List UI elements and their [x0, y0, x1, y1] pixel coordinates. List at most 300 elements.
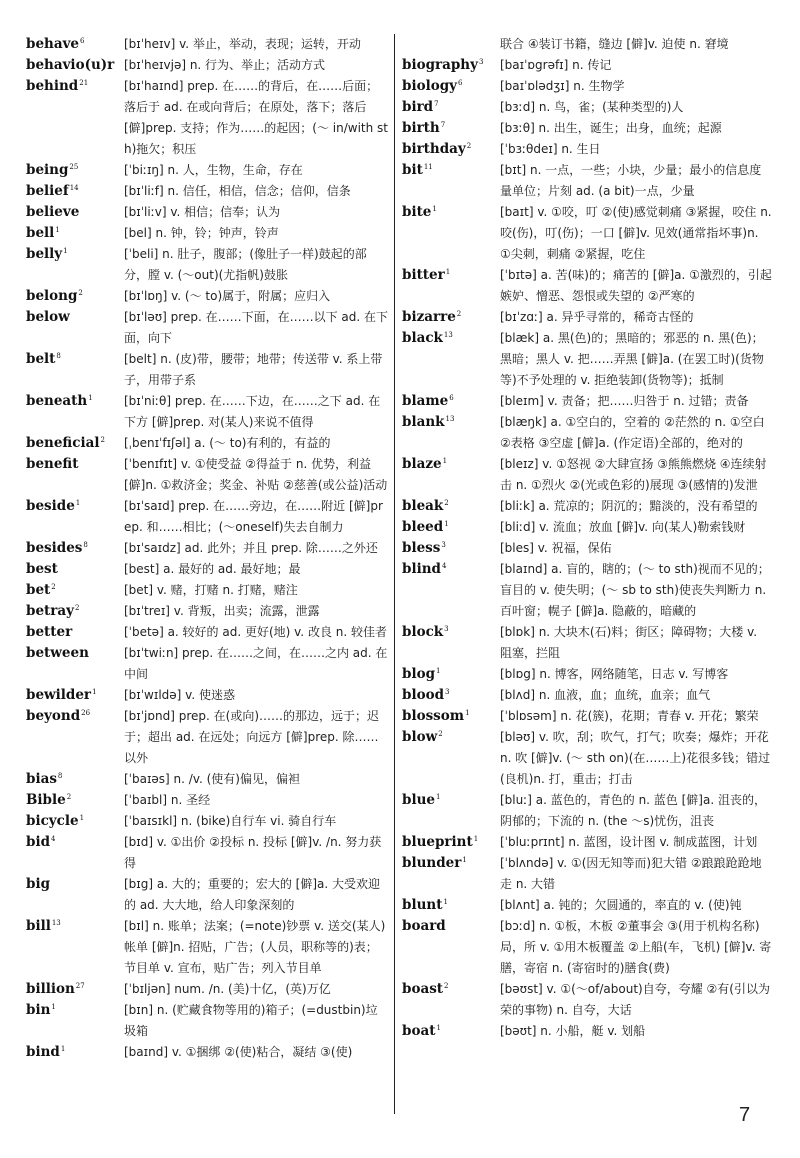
headword: [26, 34, 124, 55]
frequency-count: 1: [473, 835, 479, 843]
definition: [ˈbluːprɪnt] n. 蓝图，设计图 v. 制成蓝图，计划: [500, 835, 758, 849]
definition: [bɪˈləʊ] prep. 在……下面，在……以下 ad. 在下面，向下: [124, 310, 389, 345]
headword-text: biology: [402, 78, 457, 94]
frequency-count: 7: [440, 121, 446, 129]
dictionary-entry: [26, 349, 388, 391]
definition: [bɪˈniːθ] prep. 在……下边，在……之下 ad. 在下方 [僻]prep. 对(某人)来说不值得: [124, 394, 381, 429]
definition: [bɜːθ] n. 出生，诞生；出身，血统；起源: [500, 121, 722, 135]
headword: [26, 790, 124, 811]
column-divider: [394, 34, 395, 1114]
dictionary-entry: [402, 790, 772, 832]
dictionary-entry: [402, 1021, 772, 1042]
headword: [26, 202, 124, 223]
dictionary-entry: [26, 223, 388, 244]
headword: [26, 643, 124, 664]
definition: [bliːd] v. 流血；放血 [僻]v. 向(某人)勒索钱财: [500, 520, 746, 534]
headword-text: bid: [26, 834, 51, 850]
definition: [ˈbenɪfɪt] v. ①使受益 ②得益于 n. 优势，利益 [僻]n. ①救济金；奖金、补贴 ②慈善(或公益)活动: [124, 457, 388, 492]
frequency-count: 6: [80, 37, 85, 45]
dictionary-entry: [402, 559, 772, 622]
dictionary-entry: [26, 601, 388, 622]
dictionary-entry: [402, 622, 772, 664]
definition: [ˈbiːɪŋ] n. 人，生物，生命，存在: [124, 163, 303, 177]
definition: [bɪn] n. (贮藏食物等用的)箱子；(=dustbin)垃圾箱: [124, 1003, 378, 1038]
headword: [26, 433, 124, 454]
headword: [26, 160, 124, 181]
headword: [26, 559, 124, 580]
definition: [bliːk] a. 荒凉的；阴沉的；黯淡的，没有希望的: [500, 499, 758, 513]
headword-text: bias: [26, 771, 57, 787]
dictionary-entry: [402, 454, 772, 496]
dictionary-entry: [402, 979, 772, 1021]
dictionary-entry: [402, 55, 772, 76]
headword-text: bit: [402, 162, 423, 178]
headword-text: birthday: [402, 141, 466, 157]
headword: [402, 853, 500, 874]
definition: [ˈbaɪsɪkl] n. (bike)自行车 vi. 骑自行车: [124, 814, 337, 828]
headword: [26, 496, 124, 517]
frequency-count: 1: [465, 709, 470, 717]
definition: [bet] v. 赌，打赌 n. 打赌，赌注: [124, 583, 298, 597]
frequency-count: 8: [56, 352, 61, 360]
frequency-count: 1: [63, 247, 68, 255]
dictionary-entry: [26, 76, 388, 160]
definition: [ˈbɪtə] a. 苦(味)的；痛苦的 [僻]a. ①激烈的，引起嫉妒、憎恶、怨恨或失望的 ②严寒的: [500, 268, 772, 303]
headword: [402, 55, 500, 76]
dictionary-entry: [402, 916, 772, 979]
headword: [402, 412, 500, 433]
headword: [26, 286, 124, 307]
headword-text: blame: [402, 393, 449, 409]
headword-text: big: [26, 876, 51, 892]
frequency-count: 6: [458, 79, 463, 87]
frequency-count: 1: [51, 1003, 56, 1011]
headword-text: betray: [26, 603, 74, 619]
headword: [26, 580, 124, 601]
definition: 联合 ④装订书籍，缝边 [僻]v. 迫使 n. 窘境: [500, 37, 729, 51]
dictionary-entry: [26, 979, 388, 1000]
definition: [ˈbaɪəs] n. /v. (使有)偏见，偏袒: [124, 772, 300, 786]
definition: [bɪˈtreɪ] v. 背叛，出卖；流露，泄露: [124, 604, 320, 618]
headword-text: bind: [26, 1044, 60, 1060]
frequency-count: 1: [436, 1024, 441, 1032]
frequency-count: 1: [445, 268, 451, 276]
headword: [26, 685, 124, 706]
dictionary-entry: [402, 139, 772, 160]
frequency-count: 4: [441, 562, 447, 570]
dictionary-entry: [26, 916, 388, 979]
frequency-count: 11: [423, 163, 433, 171]
headword: [402, 559, 500, 580]
frequency-count: 1: [60, 1045, 66, 1053]
frequency-count: 2: [74, 604, 80, 612]
headword-text: behave: [26, 36, 80, 52]
headword: [402, 265, 500, 286]
right-column: [402, 34, 772, 1042]
headword: [26, 223, 124, 244]
definition: [bɔːd] n. ①板，木板 ②董事会 ③(用于机构名称)局，所 v. ①用木板覆盖 ②上船(车，飞机) [僻]v. 寄膳，寄宿 n. (寄宿时的)膳食(费): [500, 919, 772, 975]
headword-text: bitter: [402, 267, 445, 283]
dictionary-entry: [402, 76, 772, 97]
headword-text: blue: [402, 792, 435, 808]
dictionary-entry: [26, 34, 388, 55]
headword-text: bill: [26, 918, 51, 934]
definition: [ˈbɪljən] num. /n. (美)十亿，(英)万亿: [124, 982, 331, 996]
headword-text: beyond: [26, 708, 81, 724]
headword: [402, 832, 500, 853]
definition: [blʌd] n. 血液，血；血统，血亲；血气: [500, 688, 711, 702]
definition: [blaɪnd] a. 盲的，瞎的；(～ to sth)视而不见的；盲目的 v. 使失明；(～ sb to sth)使丧失判断力 n. 百叶窗；幌子 [僻]a. 隐蔽的，暗藏的: [500, 562, 770, 618]
frequency-count: 2: [438, 730, 443, 738]
headword-text: block: [402, 624, 444, 640]
definition: [bɪt] n. 一点，一些；小块，少量；最小的信息度量单位；片刻 ad. (a bit)一点，少量: [500, 163, 762, 198]
definition: [bɪˈsaɪdz] ad. 此外；并且 prep. 除……之外还: [124, 541, 378, 555]
dictionary-entry: [26, 769, 388, 790]
dictionary-entry: [26, 832, 388, 874]
dictionary-entry: [402, 832, 772, 853]
dictionary-entry: [26, 790, 388, 811]
headword-text: belly: [26, 246, 63, 262]
headword: [402, 97, 500, 118]
definition: [bəʊt] n. 小船，艇 v. 划船: [500, 1024, 646, 1038]
dictionary-entry: [402, 706, 772, 727]
frequency-count: 13: [443, 331, 453, 339]
headword: [26, 454, 124, 475]
definition: [baɪˈɒlədʒɪ] n. 生物学: [500, 79, 625, 93]
definition: [bɪˈjɒnd] prep. 在(或向)……的那边，远于；迟于；超出 ad. 在远处；向远方 [僻]prep. 除……以外: [124, 709, 380, 765]
frequency-count: 3: [441, 541, 446, 549]
headword: [26, 706, 124, 727]
headword: [402, 979, 500, 1000]
headword: [402, 622, 500, 643]
dictionary-entry: [26, 496, 388, 538]
frequency-count: 26: [81, 709, 91, 717]
dictionary-entry: [402, 328, 772, 391]
definition: [ˈbetə] a. 较好的 ad. 更好(地) v. 改良 n. 较佳者: [124, 625, 387, 639]
definition: [bel] n. 钟，铃；钟声，铃声: [124, 226, 279, 240]
dictionary-entry: [26, 1042, 388, 1063]
headword-text: blossom: [402, 708, 465, 724]
frequency-count: 7: [434, 100, 439, 108]
definition: [bɪˈliːv] v. 相信；信奉；认为: [124, 205, 281, 219]
definition: [belt] n. (皮)带，腰带；地带；传送带 v. 系上带子，用带子系: [124, 352, 383, 387]
headword-text: boat: [402, 1023, 436, 1039]
dictionary-entry: [26, 685, 388, 706]
dictionary-entry: [26, 559, 388, 580]
headword: [26, 832, 124, 853]
dictionary-entry: [26, 580, 388, 601]
headword-text: Bible: [26, 792, 66, 808]
dictionary-entry: [26, 538, 388, 559]
headword: [402, 160, 500, 181]
headword-text: bite: [402, 204, 432, 220]
headword: [26, 76, 124, 97]
dictionary-entry: [26, 622, 388, 643]
headword-text: blaze: [402, 456, 442, 472]
headword-text: biography: [402, 57, 478, 73]
definition: [bɪl] n. 账单；法案；(=note)钞票 v. 送交(某人)帐单 [僻]n. 招贴，广告；(人员，职称等的)表；节目单 v. 宣布，贴广告；列入节目单: [124, 919, 386, 975]
dictionary-entry: [402, 307, 772, 328]
headword-text: behind: [26, 78, 79, 94]
definition: [ˈblɒsəm] n. 花(簇)，花期；青春 v. 开花；繁荣: [500, 709, 759, 723]
definition: [baɪnd] v. ①捆绑 ②(使)粘合，凝结 ③(使): [124, 1045, 353, 1059]
headword: [402, 790, 500, 811]
headword: [26, 601, 124, 622]
definition: [bluː] a. 蓝色的，青色的 n. 蓝色 [僻]a. 沮丧的，阴郁的；下流的 n. (the ～s)忧伤，沮丧: [500, 793, 766, 828]
headword: [26, 307, 124, 328]
headword: [402, 496, 500, 517]
headword: [402, 706, 500, 727]
headword-text: belt: [26, 351, 56, 367]
frequency-count: 1: [435, 793, 441, 801]
headword-text: blind: [402, 561, 441, 577]
frequency-count: 1: [75, 499, 81, 507]
headword: [402, 76, 500, 97]
frequency-count: 1: [432, 205, 437, 213]
frequency-count: 3: [478, 58, 484, 66]
frequency-count: 2: [466, 142, 472, 150]
dictionary-entry: [26, 391, 388, 433]
left-column: [26, 34, 388, 1063]
headword: [26, 181, 124, 202]
headword: [26, 769, 124, 790]
dictionary-entry: [26, 181, 388, 202]
headword-text: blow: [402, 729, 438, 745]
headword-text: bicycle: [26, 813, 79, 829]
dictionary-entry: [402, 412, 772, 454]
definition: [bɪˈheɪvjə] n. 行为、举止；活动方式: [124, 58, 326, 72]
headword-text: below: [26, 309, 70, 325]
dictionary-entry: [26, 55, 388, 76]
headword-text: boast: [402, 981, 444, 997]
dictionary-entry: [26, 643, 388, 685]
headword: [26, 916, 124, 937]
frequency-count: 4: [51, 835, 56, 843]
headword: [26, 349, 124, 370]
headword: [26, 391, 124, 412]
headword: [26, 622, 124, 643]
headword-text: bless: [402, 540, 441, 556]
headword-text: behavio(u)r: [26, 57, 115, 73]
headword-text: best: [26, 561, 58, 577]
frequency-count: 1: [442, 457, 448, 465]
headword: [402, 202, 500, 223]
headword: [26, 811, 124, 832]
dictionary-entry: [402, 727, 772, 790]
definition: [bɪˈsaɪd] prep. 在……旁边，在……附近 [僻]prep. 和……相比；(～oneself)失去自制力: [124, 499, 383, 534]
headword-text: benefit: [26, 456, 79, 472]
headword-text: blueprint: [402, 834, 473, 850]
headword-text: blunt: [402, 897, 443, 913]
headword: [402, 328, 500, 349]
dictionary-entry: [26, 874, 388, 916]
frequency-count: 2: [444, 982, 449, 990]
dictionary-entry: [402, 391, 772, 412]
frequency-count: 1: [88, 394, 93, 402]
definition: [bləʊ] v. 吹，刮；吹气，打气；吹奏；爆炸；开花 n. 吹 [僻]v. (～ sth on)(在……上)花很多钱；错过(良机)n. 打，重击；打击: [500, 730, 771, 786]
headword-text: blank: [402, 414, 445, 430]
definition: [bəʊst] v. ①(～of/about)自夸，夸耀 ②有(引以为荣的事物) n. 自夸，大话: [500, 982, 770, 1017]
headword: [402, 391, 500, 412]
frequency-count: 1: [436, 667, 441, 675]
frequency-count: 21: [79, 79, 89, 87]
headword-text: bell: [26, 225, 55, 241]
headword: [402, 454, 500, 475]
dictionary-entry: [402, 538, 772, 559]
headword: [402, 538, 500, 559]
frequency-count: 2: [456, 310, 462, 318]
headword-text: bleak: [402, 498, 444, 514]
frequency-count: 1: [79, 814, 85, 822]
dictionary-entry: [26, 706, 388, 769]
frequency-count: 6: [449, 394, 454, 402]
frequency-count: 13: [445, 415, 455, 423]
headword-text: beneficial: [26, 435, 100, 451]
dictionary-entry: [402, 496, 772, 517]
dictionary-entry: [402, 664, 772, 685]
frequency-count: 2: [100, 436, 105, 444]
dictionary-entry: [26, 286, 388, 307]
definition: [blɒg] n. 博客，网络随笔，日志 v. 写博客: [500, 667, 729, 681]
frequency-count: 1: [92, 688, 97, 696]
headword-text: beneath: [26, 393, 88, 409]
headword: [402, 685, 500, 706]
page-number: 7: [739, 1104, 751, 1126]
frequency-count: 1: [444, 520, 449, 528]
frequency-count: 8: [83, 541, 88, 549]
frequency-count: 3: [444, 625, 449, 633]
headword-text: black: [402, 330, 443, 346]
headword-text: bet: [26, 582, 51, 598]
headword: [26, 979, 124, 1000]
headword-text: beside: [26, 498, 75, 514]
dictionary-entry: [26, 244, 388, 286]
headword-text: bizarre: [402, 309, 456, 325]
headword: [26, 244, 124, 265]
definition: [bɪˈliːf] n. 信任，相信，信念；信仰，信条: [124, 184, 351, 198]
definition: [ˈbeli] n. 肚子，腹部；(像肚子一样)鼓起的部分，膛 v. (～out)(尤指帆)鼓胀: [124, 247, 367, 282]
dictionary-entry: [402, 517, 772, 538]
definition: [bɪˈlɒŋ] v. (～ to)属于，附属；应归入: [124, 289, 331, 303]
definition: [baɪˈɒgrəfɪ] n. 传记: [500, 58, 612, 72]
definition: [blæk] a. 黑(色)的；黑暗的；邪恶的 n. 黑(色)；黑暗；黑人 v. 把……弄黑 [僻]a. (在罢工时)(货物等)不予处理的 v. 拒绝装卸(货物等)；抵制: [500, 331, 764, 387]
headword: [402, 916, 500, 937]
frequency-count: 2: [78, 289, 83, 297]
headword-text: besides: [26, 540, 83, 556]
dictionary-entry: [402, 853, 772, 895]
dictionary-entry: [402, 202, 772, 265]
definition: [ˈbaɪbl] n. 圣经: [124, 793, 211, 807]
frequency-count: 3: [445, 688, 450, 696]
frequency-count: 2: [444, 499, 449, 507]
definition: [blɒk] n. 大块木(石)料；街区；障碍物；大楼 v. 阻塞，拦阻: [500, 625, 758, 660]
headword: [402, 139, 500, 160]
frequency-count: 8: [57, 772, 63, 780]
frequency-count: 1: [55, 226, 60, 234]
frequency-count: 1: [443, 898, 448, 906]
dictionary-entry: [402, 97, 772, 118]
dictionary-entry: [402, 160, 772, 202]
frequency-count: 13: [51, 919, 61, 927]
dictionary-entry: [26, 202, 388, 223]
headword: [402, 895, 500, 916]
dictionary-entry: [26, 433, 388, 454]
headword-text: bird: [402, 99, 434, 115]
definition: [bɪˈhaɪnd] prep. 在……的背后，在……后面；落后于 ad. 在或向背后；在原处，落下；落后 [僻]prep. 支持；作为……的起因；(～ in/with sth)拖欠；积压: [124, 79, 388, 156]
dictionary-entry: [26, 454, 388, 496]
definition: [blæŋk] a. ①空白的，空着的 ②茫然的 n. ①空白 ②表格 ③空虚 [僻]a. (作定语)全部的，绝对的: [500, 415, 765, 450]
headword-text: believe: [26, 204, 80, 220]
headword: [26, 874, 124, 895]
definition: [baɪt] v. ①咬，叮 ②(使)感觉刺痛 ③紧握，咬住 n. 咬(伤)，叮(伤)；一口 [僻]v. 见效(通常指坏事)n. ①尖刺，刺痛 ②紧握，吃住: [500, 205, 772, 261]
headword-text: blood: [402, 687, 445, 703]
headword: [402, 307, 500, 328]
frequency-count: 25: [69, 163, 79, 171]
definition: [bɜːd] n. 鸟，雀；(某种类型的)人: [500, 100, 684, 114]
definition: [bɪˈheɪv] v. 举止，举动，表现；运转，开动: [124, 37, 361, 51]
headword-text: better: [26, 624, 73, 640]
definition: [best] a. 最好的 ad. 最好地；最: [124, 562, 301, 576]
headword: [26, 55, 124, 76]
frequency-count: 2: [51, 583, 56, 591]
definition: [bleɪm] v. 责备；把……归咎于 n. 过错；责备: [500, 394, 749, 408]
headword-text: bleed: [402, 519, 444, 535]
definition: [bɪd] v. ①出价 ②投标 n. 投标 [僻]v. /n. 努力获得: [124, 835, 382, 870]
dictionary-entry: [402, 118, 772, 139]
headword-text: belong: [26, 288, 78, 304]
headword: [402, 1021, 500, 1042]
dictionary-entry: [402, 34, 772, 55]
headword-text: billion: [26, 981, 75, 997]
headword: [26, 538, 124, 559]
definition: [bɪg] a. 大的；重要的；宏大的 [僻]a. 大受欢迎的 ad. 大大地，给人印象深刻的: [124, 877, 381, 912]
dictionary-entry: [26, 307, 388, 349]
headword: [402, 727, 500, 748]
headword-text: bewilder: [26, 687, 92, 703]
definition: [bles] v. 祝福，保佑: [500, 541, 612, 555]
headword-text: being: [26, 162, 69, 178]
headword: [26, 1042, 124, 1063]
headword: [402, 517, 500, 538]
dictionary-entry: [26, 160, 388, 181]
headword-text: board: [402, 918, 446, 934]
headword-text: between: [26, 645, 89, 661]
frequency-count: 27: [75, 982, 85, 990]
dictionary-entry: [26, 811, 388, 832]
definition: [bɪˈzɑː] a. 异乎寻常的，稀奇古怪的: [500, 310, 694, 324]
definition: [bɪˈtwiːn] prep. 在……之间，在……之内 ad. 在中间: [124, 646, 388, 681]
dictionary-entry: [26, 1000, 388, 1042]
definition: [ˈblʌndə] v. ①(因无知等而)犯大错 ②踉踉跄跄地走 n. 大错: [500, 856, 762, 891]
definition: [bleɪz] v. ①怒视 ②大肆宣扬 ③熊熊燃烧 ④连续射击 n. ①烈火 ②(光或色彩的)展现 ③(感情的)发泄: [500, 457, 767, 492]
headword-text: blunder: [402, 855, 462, 871]
frequency-count: 2: [66, 793, 72, 801]
definition: [ˈbɜːθdeɪ] n. 生日: [500, 142, 601, 156]
headword: [402, 118, 500, 139]
dictionary-entry: [402, 685, 772, 706]
dictionary-entry: [402, 895, 772, 916]
headword-text: blog: [402, 666, 436, 682]
headword-text: belief: [26, 183, 69, 199]
headword: [26, 1000, 124, 1021]
frequency-count: 1: [462, 856, 467, 864]
headword: [402, 664, 500, 685]
dictionary-entry: [402, 265, 772, 307]
frequency-count: 14: [69, 184, 79, 192]
headword-text: birth: [402, 120, 440, 136]
definition: [bɪˈwɪldə] v. 使迷惑: [124, 688, 235, 702]
headword-text: bin: [26, 1002, 51, 1018]
